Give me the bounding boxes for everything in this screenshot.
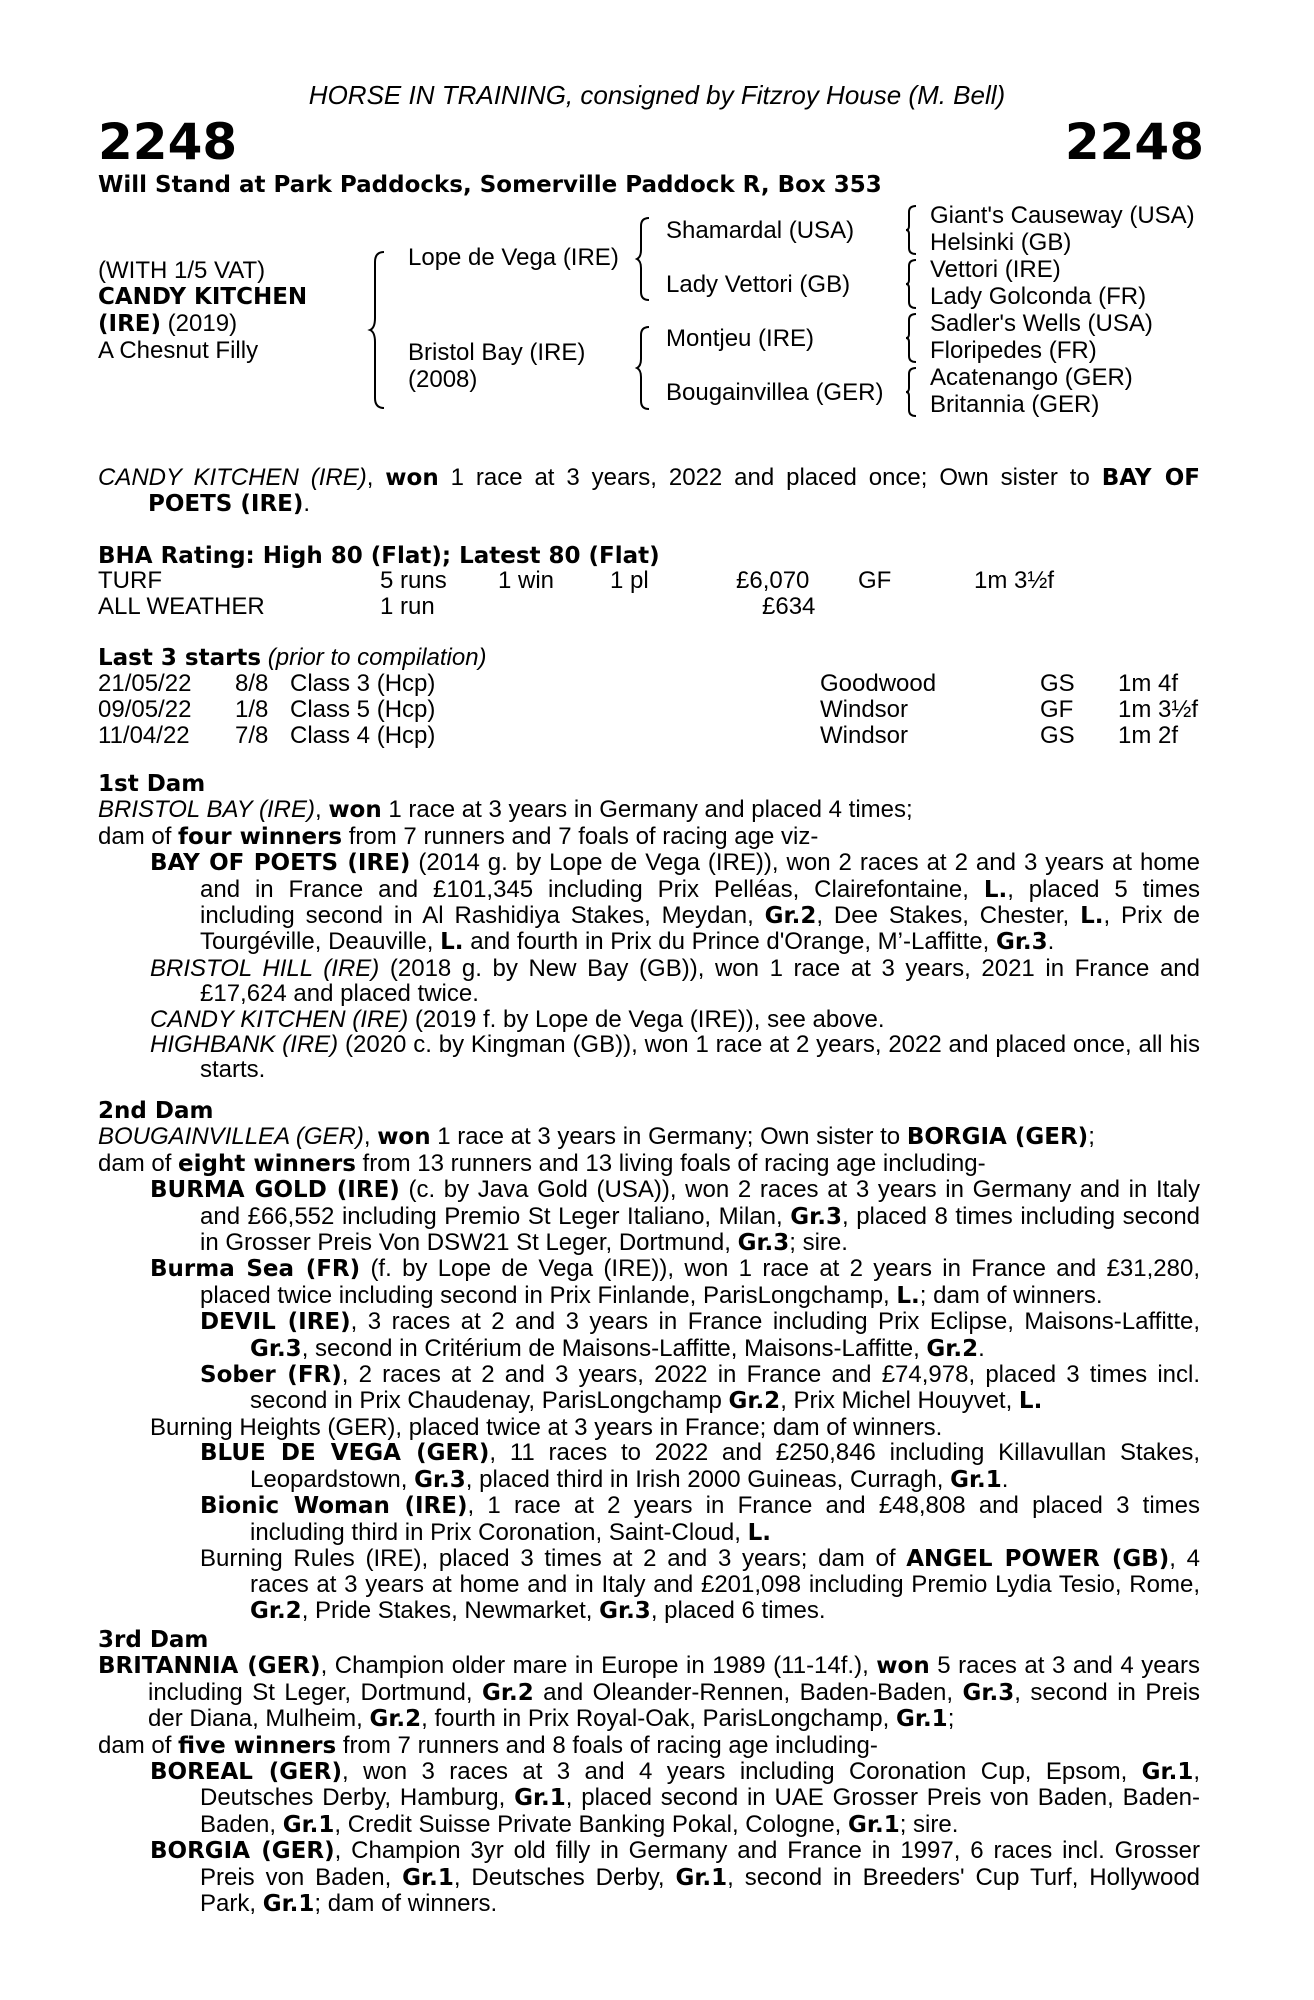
horse-description: A Chesnut Filly (98, 337, 259, 364)
progeny-entry: Burma Sea (FR) (f. by Lope de Vega (IRE)), won 1 race at 2 years in France and £31,280, placed twice including second in Prix Finlande, ParisLongchamp, L.; dam of winners. (150, 1255, 1200, 1309)
sd-dam: Lady Golconda (FR) (930, 283, 1147, 310)
rating-row-all-weather: ALL WEATHER 1 run £634 (98, 593, 816, 620)
ss-sire: Giant's Causeway (USA) (930, 202, 1195, 229)
ss-dam: Helsinki (GB) (930, 229, 1072, 256)
first-dam-section: 1st Dam BRISTOL BAY (IRE), won 1 race at 3 years in Germany and placed 4 times; dam of four winners from 7 runners and 7 foals of racing age viz- BAY OF POETS (IRE) (2014 g. by Lope de Vega (IRE)), won 2 races at 2 and 3 years at home and in France and £101,345 including Prix Pelléas, Clairefontaine, L., placed 5 times including second in Al Rashidiya Stakes, Meydan, Gr.2, Dee Stakes, Chester, L., Prix de Tourgéville, Deauville, L. and fourth in Prix du Prince d'Orange, M’-Laffitte, Gr.3. BRISTOL HILL (IRE) (2018 g. by New Bay (GB)), won 1 race at 3 years, 2021 in France and £17,624 and placed twice. CANDY KITCHEN (IRE) (2019 f. by Lope de Vega (IRE)), see above. HIGHBANK (IRE) (2020 c. by Kingman (GB)), won 1 race at 2 years, 2022 and placed once, all his starts. (98, 771, 1201, 1084)
progeny-entry: Burning Rules (IRE), placed 3 times at 2 and 3 years; dam of ANGEL POWER (GB), 4 races at 3 years at home and in Italy and £201,098 including Premio Lydia Tesio, Rome, Gr.2, Pride Stakes, Newmarket, Gr.3, placed 6 times. (200, 1544, 1200, 1624)
pedigree-bracket-main (370, 250, 390, 410)
third-dam-heading: 3rd Dam (98, 1627, 209, 1653)
dd-sire: Acatenango (GER) (930, 364, 1133, 391)
progeny-entry: BORGIA (GER), Champion 3yr old filly in Germany and France in 1997, 6 races incl. Grosser Preis von Baden, Gr.1, Deutsches Derby, Gr.1, second in Breeders' Cup Turf, Hollywood Park, Gr.1; dam of winners. (150, 1837, 1201, 1918)
sire-sire: Shamardal (USA) (666, 217, 855, 244)
progeny-entry: Sober (FR), 2 races at 2 and 3 years, 2022 in France and £74,978, placed 3 times incl. second in Prix Chaudenay, ParisLongchamp Gr.2, Prix Michel Houyvet, L. (200, 1361, 1200, 1415)
dam-year: (2008) (408, 366, 478, 393)
progeny-entry: BURMA GOLD (IRE) (c. by Java Gold (USA)), won 2 races at 3 years in Germany and in Italy and £66,552 including Premio St Leger Italiano, Milan, Gr.3, placed 8 times including second in Grosser Preis Von DSW21 St Leger, Dortmund, Gr.3; sire. (150, 1176, 1201, 1257)
second-dam-heading: 2nd Dam (98, 1098, 214, 1124)
sire-dam: Lady Vettori (GB) (666, 271, 851, 298)
vat-note: (WITH 1/5 VAT) (98, 257, 266, 284)
pedigree-bracket-dam (637, 325, 655, 411)
progeny-entry: Bionic Woman (IRE), 1 race at 2 years in France and £48,808 and placed 3 times including third in Prix Coronation, Saint-Cloud, L. (200, 1492, 1200, 1546)
rating-row-turf: TURF 5 runs 1 win 1 pl £6,070 GF 1m 3½f (98, 567, 1055, 594)
ds-sire: Sadler's Wells (USA) (930, 310, 1153, 337)
race-record-summary: CANDY KITCHEN (IRE), won 1 race at 3 years, 2022 and placed once; Own sister to BAY OF POETS (IRE). (98, 464, 1201, 518)
horse-name: CANDY KITCHEN (98, 284, 308, 310)
progeny-entry: BOREAL (GER), won 3 races at 3 and 4 years including Coronation Cup, Epsom, Gr.1, Deutsches Derby, Hamburg, Gr.1, placed second in UAE Grosser Preis von Baden, Baden-Baden, Gr.1, Credit Suisse Private Banking Pokal, Cologne, Gr.1; sire. (150, 1758, 1200, 1838)
progeny-entry: BAY OF POETS (IRE) (2014 g. by Lope de Vega (IRE)), won 2 races at 2 and 3 years at home and in France and £101,345 including Prix Pelléas, Clairefontaine, L., placed 5 times including second in Al Rashidiya Stakes, Meydan, Gr.2, Dee Stakes, Chester, L., Prix de Tourgéville, Deauville, L. and fourth in Prix du Prince d'Orange, M’-Laffitte, Gr.3. (150, 849, 1201, 956)
pedigree-bracket-ss (906, 204, 920, 256)
first-dam-heading: 1st Dam (98, 771, 206, 797)
pedigree-bracket-dd (906, 366, 920, 418)
last-starts-title: Last 3 starts (prior to compilation) (98, 644, 487, 671)
dd-dam: Britannia (GER) (930, 391, 1100, 418)
second-dam-section: 2nd Dam BOUGAINVILLEA (GER), won 1 race at 3 years in Germany; Own sister to BORGIA (GER); dam of eight winners from 13 runners and 13 living foals of racing age including- BURMA GOLD (IRE) (c. by Java Gold (USA)), won 2 races at 3 years in Germany and in Italy and £66,552 including Premio St Leger Italiano, Milan, Gr.3, placed 8 times including second in Grosser Preis Von DSW21 St Leger, Dortmund, Gr.3; sire. Burma Sea (FR) (f. by Lope de Vega (IRE)), won 1 race at 2 years in France and £31,280, placed twice including second in Prix Finlande, ParisLongchamp, L.; dam of winners. DEVIL (IRE), 3 races at 2 and 3 years in France including Prix Eclipse, Maisons-Laffitte, Gr.3, second in Critérium de Maisons-Laffitte, Maisons-Laffitte, Gr.2. Sober (FR), 2 races at 2 and 3 years, 2022 in France and £74,978, placed 3 times incl. second in Prix Chaudenay, ParisLongchamp Gr.2, Prix Michel Houyvet, L. Burning Heights (GER), placed twice at 3 years in France; dam of winners. BLUE DE VEGA (GER), 11 races to 2022 and £250,846 including Killavullan Stakes, Leopardstown, Gr.3, placed third in Irish 2000 Guineas, Curragh, Gr.1. Bionic Woman (IRE), 1 race at 2 years in France and £48,808 and placed 3 times including third in Prix Coronation, Saint-Cloud, L. Burning Rules (IRE), placed 3 times at 2 and 3 years; dam of ANGEL POWER (GB), 4 races at 3 years at home and in Italy and £201,098 including Premio Lydia Tesio, Rome, Gr.2, Pride Stakes, Newmarket, Gr.3, placed 6 times. (98, 1098, 1201, 1624)
lot-number-left: 2248 (98, 113, 238, 171)
sire: Lope de Vega (IRE) (408, 244, 619, 271)
start-row: 11/04/22 7/8 Class 4 (Hcp) Windsor GS 1m 2f (98, 722, 1179, 749)
horse-origin-year: (IRE) (2019) (98, 310, 238, 337)
lot-number-right: 2248 (1064, 113, 1204, 171)
start-row: 21/05/22 8/8 Class 3 (Hcp) Goodwood GS 1m 4f (98, 670, 1179, 697)
bha-rating-title: BHA Rating: High 80 (Flat); Latest 80 (Flat) (98, 543, 660, 569)
progeny-entry: CANDY KITCHEN (IRE) (2019 f. by Lope de Vega (IRE)), see above. (150, 1005, 885, 1033)
pedigree-bracket-sd (906, 258, 920, 310)
pedigree-bracket-ds (906, 312, 920, 364)
start-row: 09/05/22 1/8 Class 5 (Hcp) Windsor GF 1m 3½f (98, 696, 1199, 723)
progeny-entry: DEVIL (IRE), 3 races at 2 and 3 years in France including Prix Eclipse, Maisons-Laffitte, Gr.3, second in Critérium de Maisons-Laffitte, Maisons-Laffitte, Gr.2. (200, 1308, 1201, 1362)
stand-location: Will Stand at Park Paddocks, Somerville Paddock R, Box 353 (98, 172, 882, 198)
sd-sire: Vettori (IRE) (930, 256, 1061, 283)
progeny-entry: HIGHBANK (IRE) (2020 c. by Kingman (GB)), won 1 race at 2 years, 2022 and placed once, all his starts. (150, 1031, 1201, 1084)
dam-sire: Montjeu (IRE) (666, 325, 815, 352)
dam: Bristol Bay (IRE) (408, 339, 586, 366)
progeny-entry: BLUE DE VEGA (GER), 11 races to 2022 and £250,846 including Killavullan Stakes, Leopardstown, Gr.3, placed third in Irish 2000 Guineas, Curragh, Gr.1. (200, 1439, 1200, 1493)
progeny-entry: Burning Heights (GER), placed twice at 3 years in France; dam of winners. (150, 1413, 943, 1441)
catalogue-header: HORSE IN TRAINING, consigned by Fitzroy House (M. Bell) (308, 80, 1006, 110)
ds-dam: Floripedes (FR) (930, 337, 1097, 364)
third-dam-section: 3rd Dam BRITANNIA (GER), Champion older mare in Europe in 1989 (11-14f.), won 5 races at 3 and 4 years including St Leger, Dortmund, Gr.2 and Oleander-Rennen, Baden-Baden, Gr.3, second in Preis der Diana, Mulheim, Gr.2, fourth in Prix Royal-Oak, ParisLongchamp, Gr.1; dam of five winners from 7 runners and 8 foals of racing age including- BOREAL (GER), won 3 races at 3 and 4 years including Coronation Cup, Epsom, Gr.1, Deutsches Derby, Hamburg, Gr.1, placed second in UAE Grosser Preis von Baden, Baden-Baden, Gr.1, Credit Suisse Private Banking Pokal, Cologne, Gr.1; sire. BORGIA (GER), Champion 3yr old filly in Germany and France in 1997, 6 races incl. Grosser Preis von Baden, Gr.1, Deutsches Derby, Gr.1, second in Breeders' Cup Turf, Hollywood Park, Gr.1; dam of winners. (98, 1627, 1201, 1918)
dam-dam: Bougainvillea (GER) (666, 379, 884, 406)
pedigree-bracket-sire (637, 216, 655, 302)
progeny-entry: BRISTOL HILL (IRE) (2018 g. by New Bay (GB)), won 1 race at 3 years, 2021 in France and £17,624 and placed twice. (150, 954, 1200, 1008)
